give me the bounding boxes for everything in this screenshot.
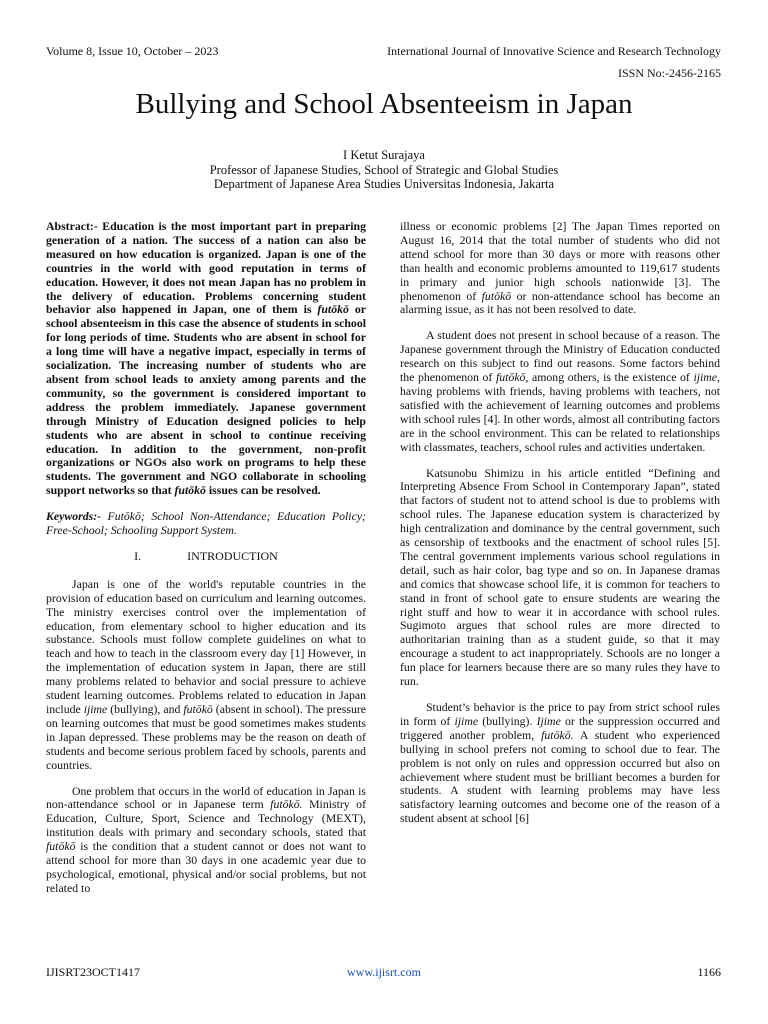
- left-column: [46, 220, 366, 908]
- issn: ISSN No:-2456-2165: [617, 66, 721, 80]
- right-column: [400, 220, 720, 838]
- journal-name: International Journal of Innovative Science and Research Technology: [387, 44, 721, 58]
- intro-paragraph-1: Japan is one of the world's reputable countries in the provision of education based on curriculum and learning outcomes. The ministry exercises control over the implementation of education, from elementary school to higher education and its substance. Schools must follow complete guidelines on what to teach and how to teach in the classroom every day [1] However, in the implementation of education system in Japan, there are still many problems related to behavior and social pressure to achieve student learning outcomes. Problems related to education in Japan include ijime (bullying), and futōkō (absent in school). The pressure on learning outcomes that must be good sometimes makes students in Japan depressed. These problems may be the reason on death of students and become serious problem faced by schools, parents and countries.: [46, 576, 367, 772]
- paper-title: Bullying and School Absenteeism in Japan: [135, 88, 633, 120]
- keywords-label: Keywords:-: [46, 509, 102, 524]
- paper-id: IJISRT23OCT1417: [46, 965, 140, 979]
- author-name: I Ketut Surajaya: [343, 148, 425, 162]
- volume-info: Volume 8, Issue 10, October – 2023: [46, 44, 219, 58]
- section-heading: [46, 550, 366, 564]
- section-number: I.: [134, 548, 142, 563]
- abstract: Abstract:- Education is the most important part in preparing generation of a nation. The success of a nation can also be measured on how education is organized. Japan is one of the countries in the world with good reputation in terms of education. However, it does not mean Japan has no problem in the delivery of education. Problems concerning student behavior also happened in Japan, one of them is futōkō or school absenteeism in this case the absence of students in school for long periods of time. Students who are absent in school for a long time will have a negative impact, especially in terms of socialization. The increasing number of students who are absent from school leads to anxiety among parents and the community, so the government is considered important to address the problem immediately. Japanese government through Ministry of Education designed policies to help students who are absent in school to continue receiving education. In addition to the government, non-profit organizations or NGOs also work on programs to help these students. The government and NGO collaborate in schooling support networks so that futōkō issues can be resolved.: [46, 219, 366, 498]
- keywords: Keywords:- Futōkō; School Non-Attendance; Education Policy; Free-School; Schooling Support System.: [46, 509, 366, 538]
- author-position: Professor of Japanese Studies, School of Strategic and Global Studies: [209, 163, 559, 177]
- section-title: INTRODUCTION: [187, 548, 278, 563]
- body-paragraph-3: Katsunobu Shimizu in his article entitled “Defining and Interpreting Absence From School in Contemporary Japan”, stated that factors of student not to attend school is due to problems with school rules. The Japanese education system is characterized by high centralization and dominance by the central government, such as censorship of textbooks and the enactment of school rules [5]. The central government implements various school regulations in detail, such as hair color, bag type and so on. In Japanese dramas and comics that showcase school life, it is common for teachers to stand in front of school gate to ensure students are wearing the right stuff and how to wear it in accordance with school rules. Sugimoto argues that school rules are more directed to authoritarian training than as a student guide, so that it may encourage a student to act inappropriately. Schools are no longer a fun place for learners because there are so many rules they have to run.: [400, 465, 720, 689]
- body-paragraph-4: Student’s behavior is the price to pay from strict school rules in form of ijime (bullying). Ijime or the suppression occurred and triggered another problem, futōkō. A student who experienced bullying in school prefers not coming to school due to fear. The problem is not only on rules and oppression occurred but also on achievement where student must be brilliant becomes a burden for students. A student with learning problems may have less satisfactory learning outcomes and become one of the reason of a student absent at school [6]: [400, 700, 720, 826]
- author-department: Department of Japanese Area Studies Universitas Indonesia, Jakarta: [213, 177, 555, 191]
- intro-paragraph-2: One problem that occurs in the world of education in Japan is non-attendance school or in Japanese term futōkō. Ministry of Education, Culture, Sport, Science and Technology (MEXT), institution deals with primary and secondary schools, stated that futōkō is the condition that a student cannot or does not want to attend school for more than 30 days in one academic year due to psychological, emotional, physical and/or social problems, but not related to: [46, 783, 366, 895]
- abstract-label: Abstract:-: [46, 219, 98, 233]
- body-paragraph-1: illness or economic problems [2] The Japan Times reported on August 16, 2014 that the total number of students who did not attend school for more than 30 days or more with reasons other than health and economic problems amounted to 119,617 students in primary and junior high schools nationwide [3]. The phenomenon of futōkō or non-attendance school has become an alarming issue, as it has not been resolved to date.: [400, 219, 720, 317]
- page-number: 1166: [697, 965, 721, 979]
- body-paragraph-2: A student does not present in school because of a reason. The Japanese government through the Ministry of Education conducted research on this subject to find out reasons. Some factors behind the phenomenon of futōkō, among others, is the existence of ijime, having problems with friends, having problems with teachers, not satisfied with the achievement of learning outcomes and problems with school rules [4]. In other words, almost all contributing factors are in the school environment. This can be related to relationships with classmates, teachers, school rules and activities undertaken.: [400, 328, 720, 454]
- journal-url-link[interactable]: www.ijisrt.com: [347, 965, 421, 979]
